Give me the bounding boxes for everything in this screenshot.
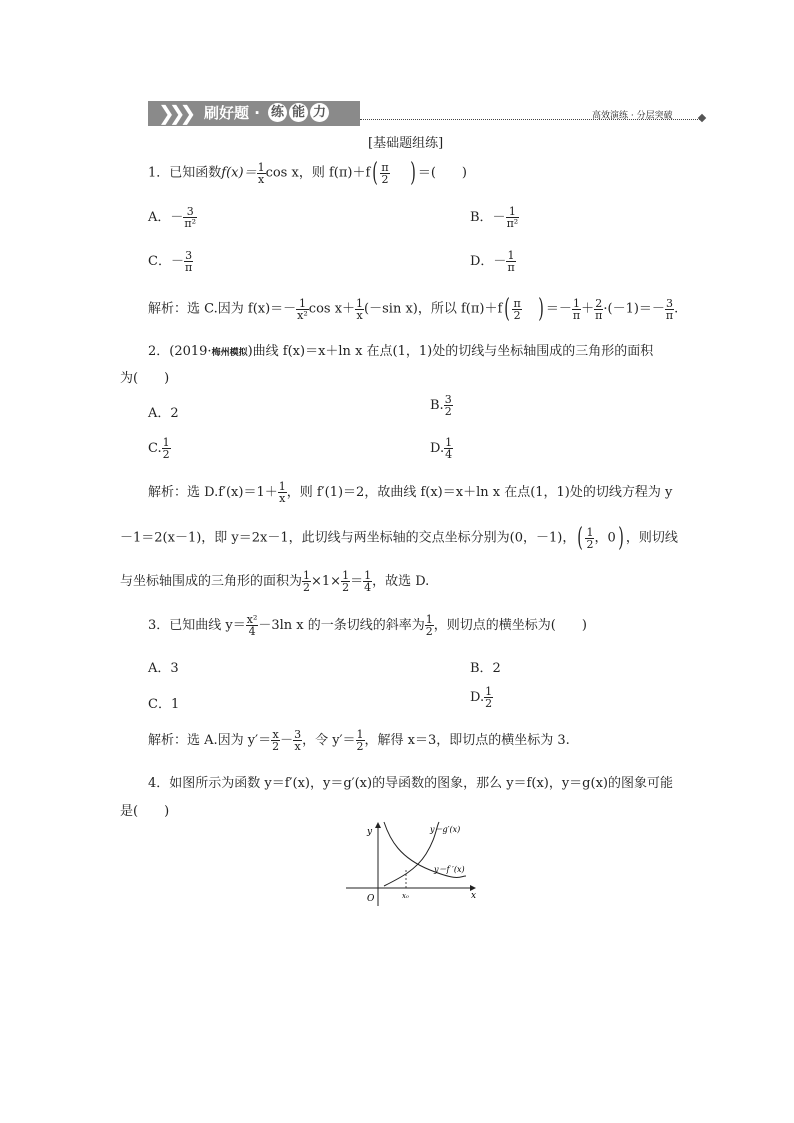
y-axis-label: y [367,827,373,837]
right-paren: ) [618,523,624,553]
x-axis-label: x [471,891,477,901]
diamond-icon [698,114,706,122]
text: ，0 [594,530,616,546]
text: －3ln x 的一条切线的斜率为 [258,618,425,633]
denominator: 2 [381,172,389,186]
fraction [183,206,197,229]
q3-solution [148,729,570,752]
fraction [572,298,581,321]
fraction [341,570,350,593]
numerator: π [513,296,521,310]
numerator: 1 [425,613,433,626]
text: 1．已知函数 [148,165,222,181]
denominator: 2 [342,581,350,594]
derivative-graph [340,818,482,910]
denominator: 2 [425,625,433,638]
option-label: D. [430,441,445,456]
question-4-stem-cont: 是( ) [120,804,170,819]
question-3-stem [148,614,587,637]
q1-option-a [148,206,197,229]
numerator: 1 [278,480,286,493]
fraction [355,298,364,321]
q1-option-c [148,250,193,273]
q2-option-a: A．2 [148,406,179,421]
denominator: 4 [445,448,453,461]
fraction [512,298,521,321]
text: ，则切线 [625,530,678,546]
q2-solution-line-3 [120,570,429,593]
denominator: π [572,308,581,322]
text: cos x，则 f(π)＋f [265,165,371,181]
fraction [302,570,311,593]
text: 3．已知曲线 y＝ [148,618,246,633]
text: ，则 f′(1)＝2，故曲线 f(x)＝x＋ln x 在点(1，1)处的切线方程为 y [286,485,673,500]
numerator: 3 [666,296,674,310]
question-2-stem-cont: 为( ) [120,371,170,386]
denominator: 4 [248,625,256,638]
numerator: π [381,160,389,174]
banner-char: 练 [268,103,287,122]
numerator: 1 [257,160,265,174]
numerator: x² [246,613,258,626]
source-tag: 梅州模拟 [211,348,248,358]
left-paren: ( [577,523,584,553]
text: ＝( ) [417,165,467,181]
denominator: π [184,261,193,274]
numerator: x [272,728,279,741]
banner-title: 刷好题 · [204,104,260,122]
text: 解析：选 D.f′(x)＝1＋ [148,485,278,500]
q1-solution [148,296,678,322]
text: － [280,733,294,748]
numerator: 2 [595,296,603,310]
q3-option-c: C．1 [148,697,180,712]
y-axis-arrow [375,822,381,828]
fraction [506,250,515,273]
fraction [444,437,453,460]
numerator: 1 [356,296,364,310]
left-paren: ( [372,158,379,188]
option-label: D．－ [470,254,507,269]
x0-label: x₀ [402,892,409,900]
numerator: 1 [507,249,515,262]
section-banner [148,101,360,126]
q3-option-b: B．2 [470,661,501,676]
denominator: 2 [162,448,170,461]
option-label: B. [430,398,444,413]
fraction [184,250,193,273]
text: －1＝2(x－1)，即 y＝2x－1，此切线与两坐标轴的交点坐标分别为(0，－1)， [120,530,576,546]
fraction [380,162,389,185]
q2-solution-line-2 [120,525,678,551]
q2-option-c [148,437,171,460]
g-prime-label: y＝g′(x) [430,825,461,834]
denominator: 4 [364,581,372,594]
fraction [665,298,674,321]
banner-char: 力 [310,103,329,122]
fraction [293,729,302,752]
text: . [674,301,679,317]
q1-option-d [470,250,516,273]
numerator: 1 [342,569,350,582]
fraction [278,481,287,504]
fraction [296,298,309,321]
fraction [356,729,365,752]
q2-option-b [430,394,453,417]
fraction [162,437,171,460]
denominator: π² [184,217,197,230]
fraction [363,570,372,593]
denominator: 2 [444,405,452,418]
numerator: 1 [572,296,580,310]
text: ，令 y′＝ [302,733,356,748]
numerator: 1 [485,685,493,698]
option-label: A．－ [148,210,184,225]
option-label: C．－ [148,254,184,269]
numerator: 1 [506,206,520,218]
denominator: 2 [303,581,311,594]
denominator: 2 [272,740,280,753]
denominator: 2 [586,537,594,551]
q2-solution-line-1 [148,481,672,504]
denominator: π [595,308,603,322]
q3-option-a: A．3 [148,661,179,676]
text: cos x＋ [308,301,356,317]
denominator: 2 [356,740,364,753]
text: 解析：选 A.因为 y′＝ [148,733,272,748]
text: 解析：选 C.因为 f(x)＝－ [148,301,297,317]
origin-label: O [367,894,375,904]
numerator: 1 [296,298,309,310]
fraction [271,729,280,752]
right-paren: ) [409,158,416,188]
option-label: D. [470,690,485,705]
option-label: C. [148,441,162,456]
text: )曲线 f(x)＝x＋ln x 在点(1，1)处的切线与坐标轴围成的三角形的面积 [247,344,654,359]
denominator: π² [506,217,519,230]
right-paren: ) [537,294,544,324]
numerator: 1 [356,728,364,741]
fraction [425,614,434,637]
fraction [484,686,493,709]
q2-option-d [430,437,453,460]
numerator: 1 [303,569,311,582]
text: ＝ [350,574,364,589]
text: ＝－ [545,301,572,317]
numerator: 1 [364,569,372,582]
numerator: 3 [444,393,452,406]
fraction [594,298,603,321]
question-4-stem: 4．如图所示为函数 y＝f′(x)，y＝g′(x)的导函数的图象，那么 y＝f(x)，y＝g(x)的图象可能 [148,776,673,791]
text: 2．(2019· [148,344,212,359]
question-2-stem [148,340,653,359]
denominator: x [356,308,363,322]
numerator: 3 [185,249,193,262]
text: ，故选 D. [372,574,430,589]
q1-option-b [470,206,519,229]
fraction [506,206,520,229]
denominator: x [257,172,265,186]
option-label: B．－ [470,210,506,225]
fraction [246,614,259,637]
left-paren: ( [504,294,511,324]
q3-option-d [470,686,493,709]
denominator: 2 [513,308,521,322]
header-right-tag: 高效演练 · 分层突破 [592,111,673,121]
section-title: [基础题组练] [368,136,444,151]
text: ×1× [311,574,342,589]
text: f(x)＝ [221,165,257,181]
denominator: x² [297,308,308,322]
numerator: 1 [445,436,453,449]
text: ＋ [581,301,595,317]
text: ·(－1)＝－ [603,301,665,317]
numerator: 1 [162,436,170,449]
chevron-right-icon: ❯❯❯ [158,101,191,125]
text: ，解得 x＝3，即切点的横坐标为 3. [364,733,570,748]
banner-circles [268,103,331,122]
question-1-stem [148,160,467,186]
denominator: x [279,492,286,505]
fraction [257,162,266,185]
denominator: π [665,308,674,322]
denominator: 2 [485,697,493,710]
denominator: π [507,261,515,274]
numerator: 3 [294,728,302,741]
numerator: 3 [183,206,197,218]
text: 与坐标轴围成的三角形的面积为 [120,574,303,589]
banner-char: 能 [289,103,308,122]
f-prime-label: y＝f ′(x) [434,865,465,874]
text: (－sin x)，所以 f(π)＋f [364,301,503,317]
denominator: x [294,740,301,753]
text: ，则切点的横坐标为( ) [433,618,587,633]
fraction [444,394,453,417]
numerator: 1 [586,525,594,539]
